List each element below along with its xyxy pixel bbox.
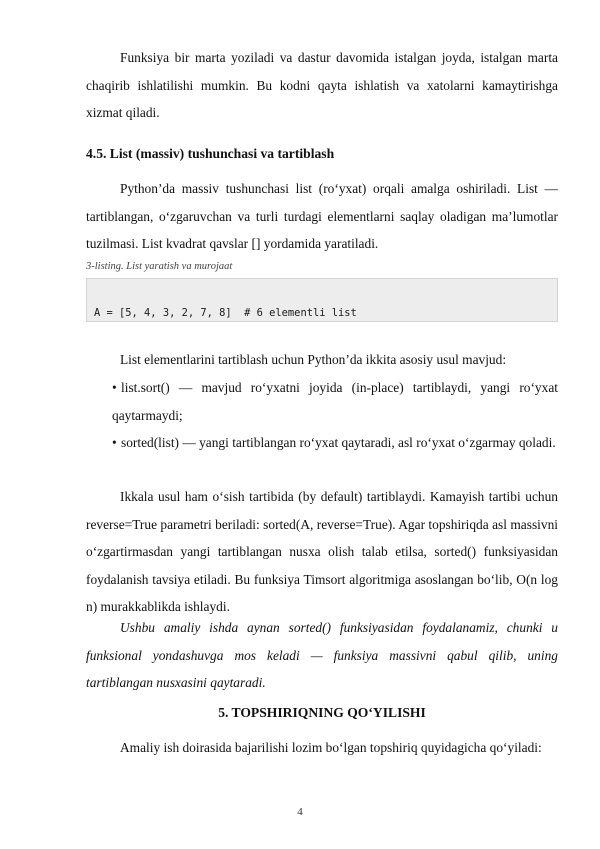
italic-note-paragraph: Ushbu amaliy ishda aynan sorted() funksiyasidan foydalanamiz, chunki u funksional yondashuvga mos keladi — funksiya massivni qabul qilib, uning tartiblangan nusxasini qaytaradi. xyxy=(86,620,558,690)
task-intro-paragraph: Amaliy ish doirasida bajarilishi lozim bo‘lgan topshiriq quyidagicha qo‘yiladi: xyxy=(120,740,542,755)
sorting-details-paragraph: Ikkala usul ham o‘sish tartibida (by default) tartiblaydi. Kamayish tartibi uchun reverse=True parametri beriladi: sorted(A, reverse=True). Agar topshiriqda asl massivni o‘zgartirmasdan yangi tartiblangan nusxa olish talab etilsa, sorted() funksiyasidan foydalanish tavsiya etiladi. Bu funksiya Timsort algoritmiga asoslangan bo‘lib, O(n log n) murakkablikda ishlaydi. xyxy=(86,489,558,614)
bullet-text: list.sort() — mavjud ro‘yxatni joyida (in-place) tartiblaydi, yangi ro‘yxat qaytarmaydi; xyxy=(112,380,558,423)
listing-caption: 3-listing. List yaratish va murojaat xyxy=(86,261,233,272)
list-definition-paragraph: Python’da massiv tushunchasi list (ro‘yxat) orqali amalga oshiriladi. List — tartiblangan, o‘zgaruvchan va turli turdagi elementlarni saqlay oladigan ma’lumotlar tuzilmasi. List kvadrat qavslar [] yordamida yaratiladi. xyxy=(86,181,558,251)
intro-paragraph: Funksiya bir marta yoziladi va dastur davomida istalgan joyda, istalgan marta chaqirib ishlatilishi mumkin. Bu kodni qayta ishlatish va xatolarni kamaytirishga xizmat qiladi. xyxy=(86,50,558,120)
bullet-icon: • xyxy=(112,435,117,450)
sorting-methods-intro: List elementlarini tartiblash uchun Python’da ikkita asosiy usul mavjud: xyxy=(120,352,507,367)
bullet-item-sorted xyxy=(112,429,558,457)
section-heading: 4.5. List (massiv) tushunchasi va tartiblash xyxy=(86,146,335,161)
chapter-heading: 5. TOPSHIRIQNING QO‘YILISHI xyxy=(218,705,426,720)
bullet-icon: • xyxy=(112,380,117,395)
bullet-text: sorted(list) — yangi tartiblangan ro‘yxat qaytaradi, asl ro‘yxat o‘zgarmay qoladi. xyxy=(121,435,556,450)
code-listing xyxy=(86,278,558,322)
page-number: 4 xyxy=(297,806,303,818)
code-line: A = [5, 4, 3, 2, 7, 8] # 6 elementli list xyxy=(94,307,357,319)
bullet-item-sort xyxy=(112,374,558,429)
